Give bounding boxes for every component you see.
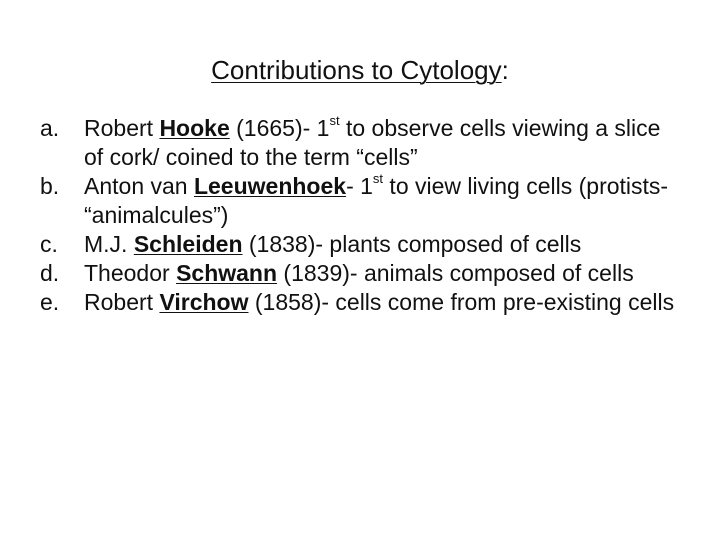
list-item-text bbox=[84, 288, 680, 317]
list-item bbox=[40, 172, 680, 230]
scientist-name: Leeuwenhoek bbox=[193, 173, 347, 199]
scientist-name: Hooke bbox=[159, 115, 230, 141]
item-mid: (1665)- 1 bbox=[229, 115, 330, 141]
list-marker: e. bbox=[40, 289, 60, 315]
contributors-list bbox=[40, 114, 680, 317]
scientist-name: Schwann bbox=[176, 260, 278, 286]
item-description: (1858)- cells come from pre-existing cells bbox=[248, 289, 675, 315]
list-marker: a. bbox=[40, 115, 60, 141]
item-prefix: M.J. bbox=[84, 231, 134, 257]
item-prefix: Robert bbox=[84, 289, 160, 315]
ordinal-superscript: st bbox=[329, 113, 340, 129]
item-description: (1838)- plants composed of cells bbox=[242, 231, 582, 257]
item-prefix: Robert bbox=[84, 115, 160, 141]
slide-title-text: Contributions to Cytology bbox=[211, 55, 502, 85]
list-item bbox=[40, 230, 680, 259]
slide-title-colon: : bbox=[501, 55, 509, 85]
item-description: to observe cells viewing a slice of cork/ coined to the term “cells” bbox=[84, 115, 661, 170]
list-item-text bbox=[84, 172, 680, 230]
scientist-name: Virchow bbox=[159, 289, 249, 315]
list-marker: d. bbox=[40, 260, 60, 286]
list-item-text bbox=[84, 230, 680, 259]
list-item-text bbox=[84, 259, 680, 288]
scientist-name: Schleiden bbox=[133, 231, 243, 257]
ordinal-superscript: st bbox=[372, 171, 384, 187]
item-description: (1839)- animals composed of cells bbox=[277, 260, 634, 286]
list-marker: c. bbox=[40, 231, 58, 257]
item-prefix: Theodor bbox=[84, 260, 177, 286]
list-marker: b. bbox=[40, 173, 60, 199]
list-item-text bbox=[84, 114, 680, 172]
item-prefix: Anton van bbox=[84, 173, 194, 199]
list-item bbox=[40, 259, 680, 288]
item-description: to view living cells (protists- “animalcules”) bbox=[84, 173, 669, 228]
list-item bbox=[40, 114, 680, 172]
list-item bbox=[40, 288, 680, 317]
item-mid: - 1 bbox=[346, 173, 373, 199]
slide-title bbox=[0, 50, 720, 90]
